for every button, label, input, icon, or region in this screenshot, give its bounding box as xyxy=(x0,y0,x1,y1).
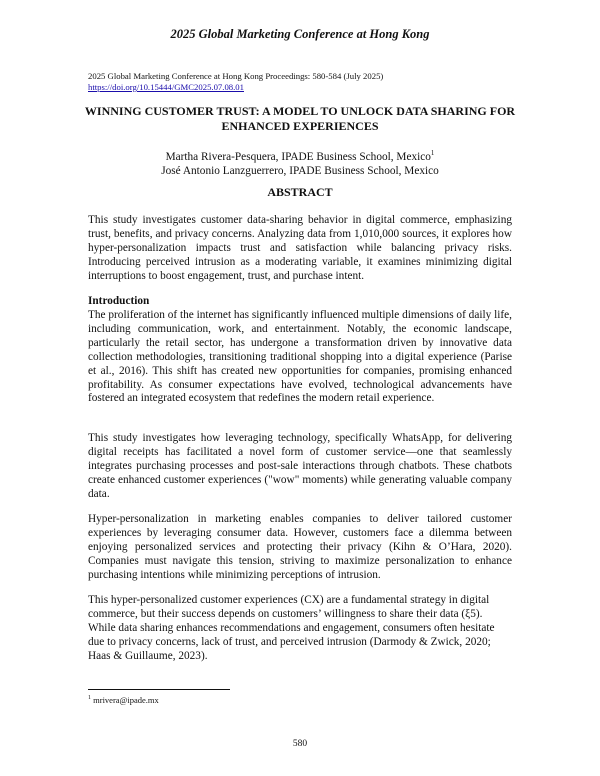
footnote-email: mrivera@ipade.mx xyxy=(93,695,159,705)
author-1-footnote-mark: 1 xyxy=(430,149,435,157)
author-list xyxy=(60,146,540,178)
running-head: 2025 Global Marketing Conference at Hong Kong xyxy=(170,27,430,41)
proceedings-block xyxy=(88,71,383,93)
author-1-name: Martha Rivera-Pesquera, IPADE Business School, Mexico xyxy=(165,150,431,163)
paper-title: WINNING CUSTOMER TRUST: A MODEL TO UNLOCK DATA SHARING FOR ENHANCED EXPERIENCES xyxy=(84,104,516,133)
abstract-text: This study investigates customer data-sharing behavior in digital commerce, emphasizing trust, benefits, and privacy concerns. Analyzing data from 1,010,000 sources, it explores how hyper-personalization impacts trust and satisfaction while balancing privacy risks. Introducing perceived intrusion as a moderating variable, it examines minimizing digital interruptions to boost engagement, trust, and purchase intent. xyxy=(88,214,512,282)
abstract-heading: ABSTRACT xyxy=(267,185,333,199)
proceedings-citation: 2025 Global Marketing Conference at Hong Kong Proceedings: 580-584 (July 2025) xyxy=(88,71,384,81)
author-1 xyxy=(60,146,540,164)
intro-paragraph-4: This hyper-personalized customer experiences (CX) are a fundamental strategy in digital commerce, but their success depends on customers’ willingness to share their data (ξ5). While data sharing enhances recommendations and engagement, consumers often hesitate due to privacy concerns, lack of trust, and perceived intrusion (Darmody & Zwick, 2020; Haas & Guillaume, 2023). xyxy=(88,594,495,662)
footnote-mark: 1 xyxy=(88,695,91,702)
introduction-heading: Introduction xyxy=(88,295,150,307)
page-number: 580 xyxy=(292,739,308,749)
intro-paragraph-2: This study investigates how leveraging technology, specifically WhatsApp, for delivering digital receipts has facilitated a novel form of customer service—one that seamlessly integrates purchasing processes and post-sale interactions through chatbots. These chatbots create enhanced customer experiences ("wow" moments) while generating valuable company data. xyxy=(88,432,512,500)
intro-paragraph-3: Hyper-personalization in marketing enables companies to deliver tailored customer experiences by leveraging consumer data. However, customers face a dilemma between enjoying personalized services and protecting their privacy (Kihn & O’Hara, 2020). Companies must navigate this tension, striving to maximize personalization to enhance purchasing intentions while minimizing perceptions of intrusion. xyxy=(88,513,512,581)
intro-paragraph-1: The proliferation of the internet has significantly influenced multiple dimensions of daily life, including communication, work, and entertainment. Notably, the economic landscape, particularly the retail sector, has undergone a transformation driven by innovative data collection methodologies, transitioning traditional shopping into a digital experience (Parise et al., 2016). This shift has created new opportunities for companies, promising enhanced profitability. As consumer expectations have evolved, technological advancements have fostered an integrated ecosystem that redefines the modern retail experience. xyxy=(88,309,512,405)
doi-link[interactable]: https://doi.org/10.15444/GMC2025.07.08.01 xyxy=(88,82,244,92)
author-2: José Antonio Lanzguerrero, IPADE Business School, Mexico xyxy=(161,164,439,177)
footnote-divider xyxy=(88,689,230,690)
footnote xyxy=(88,695,159,705)
